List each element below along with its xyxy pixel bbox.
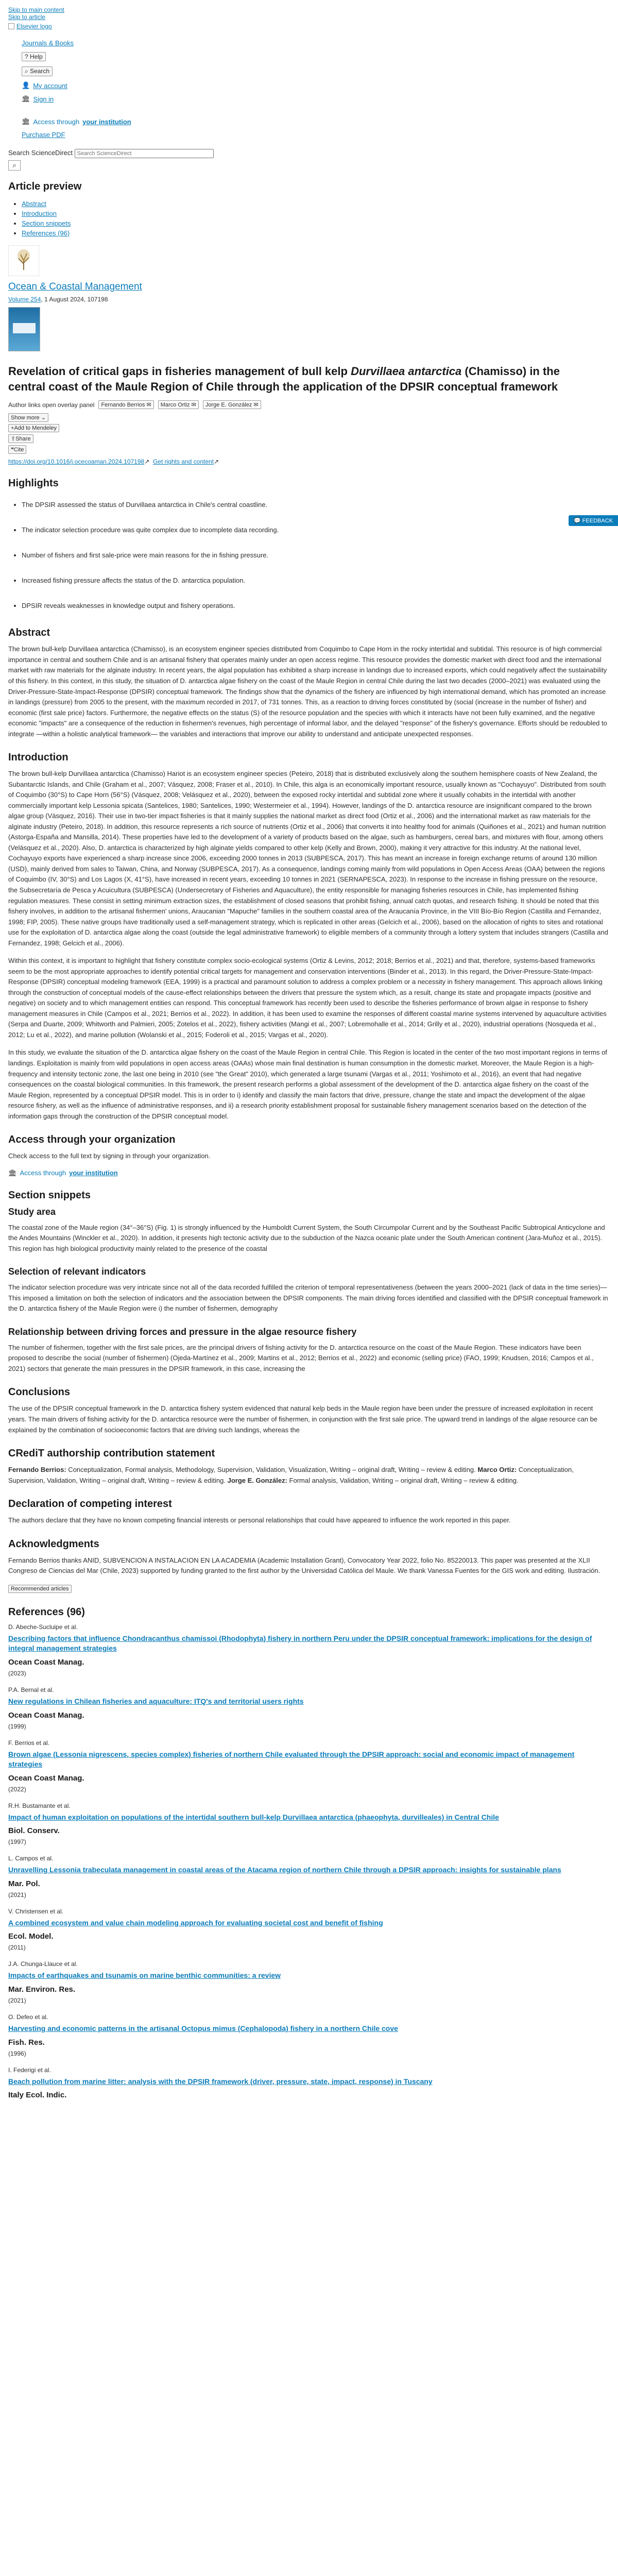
outline-link[interactable]: Abstract [22,200,46,208]
envelope-icon: ✉ [253,402,259,409]
outline-link[interactable]: Introduction [22,210,57,217]
author-name: Fernando Berrios [101,402,145,409]
reference-title-link[interactable]: New regulations in Chilean fisheries and aquaculture: ITQ's and territorial users rights [8,1697,304,1705]
skip-links [8,6,610,21]
abstract-text: The brown bull-kelp Durvillaea antarctica (Chamisso), is an ecosystem engineer species distributed from Coquimbo to Cape Horn in the rocky intertidal and subtidal. This resource is of high commercial importance in central and southern Chile and is an artisanal fishery that operates mainly under an open access regime. This resource provides the domestic market with direct food and the international market with raw materials for the alginate industry. In recent years, the algal population has exhibited a sharp increase in landings due to increased exports, which could negatively affect the sustainability of this fishery. In this context, in this study, the situation of D. antarctica algae fishery on the coast of the Maule Region in central Chile during the last two decades (2000–2021) was evaluated using the Driver-Pressure-State-Impact-Response (DPSIR) conceptual framework. The findings show that the dynamics of the fishery are influenced by high international demand, which has promoted an increase in landings (pressure) from 2005 to the present, with the maximum recorded in 2017, of 731 tonnes. This, as a reaction to driving forces constituted by (social (increase in the number of fisher) and economic (first sale price) factors. Furthermore, the negative effects on the status (S) of the resource population and the species with which it interacts have not been fully examined, and the negative economic "impacts" are a consequence of the reduction in fishermen's revenues, high percentage of informal labor, and the delayed "response" of the fishery's governance. Efforts should be redoubled to integrate —within a holistic analytical framework— the variables and interactions that improve our ability to understand and anticipate unexpected responses. [8,645,607,738]
outline [8,200,610,237]
journal-cover-image[interactable] [8,307,40,351]
snippets-heading: Section snippets [8,1189,91,1201]
search-area-label: Search ScienceDirect [8,149,73,157]
relationship-heading: Relationship between driving forces and pressure in the algae resource fishery [8,1326,357,1337]
recommended-articles-button[interactable]: Recommended articles [8,1585,72,1593]
reference-year: (2021) [8,1997,26,2005]
access-inst-label: your institution [82,117,131,126]
account-icon: 👤 [22,81,30,89]
author-button[interactable] [98,400,153,409]
reference-title-link[interactable]: Impacts of earthquakes and tsunamis on marine benthic communities: a review [8,1971,281,1980]
reference-title-link[interactable]: Unravelling Lessonia trabeculata management in coastal areas of the Atacama region of northern Chile through a DPSIR approach: insights for sustainable plans [8,1866,561,1874]
selection-text: The indicator selection procedure was very intricate since not all of the data recorded fulfilled the criterion of temporal representativeness (between the years 2000–2021 (lack of data in the time series)—This imposed a limitation on both the selection of indicators and the association between the DPSIR components. The main driving forces identified and classified with the DPSIR conceptual framework in the D. antarctica fishery of the Maule Region were i) the number of fishermen, demography [8,1283,608,1313]
relationship-text: The number of fishermen, together with the first sale prices, are the principal drivers of fishing activity for the D. antarctica resource on the coast of the Maule Region. These indicators have been proposed to describe the social (number of fishermen) (Ojeda-Martínez et al., 2009; Martins et al., 2012; Berrios et al., 2022) and economic (selling price) (FAO, 1999; Knudsen, 2016; Campos et al., 2021) sectors that generate the main pressures in the DPSIR framework, in this case, increasing the [8,1343,594,1372]
highlights-list [8,501,610,609]
outline-item[interactable] [22,219,610,227]
study-area-heading: Study area [8,1206,56,1217]
study-area-text: The coastal zone of the Maule region (34°–36°S) (Fig. 1) is strongly influenced by the Humboldt Current System, the South Circumpolar Current and by the Southeast Pacific Subtropical Anticyclone and the Andes Mountains (Winckler et al., 2020). In addition, it presents high tectonic activity due to the subduction of the Nazca oceanic plate under the South American continent (Jara-Muñoz et al., 2015). This region has high biological productivity mainly related to the presence of the coastal [8,1223,605,1252]
highlight-item [22,526,610,534]
reference-item [8,1908,610,1952]
highlight-text: • The DPSIR assessed the status of Durvillaea antarctica in Chile's central coastline. [22,501,268,509]
outline-item[interactable] [22,210,610,217]
reference-journal: Ocean Coast Manag. [8,1710,84,1720]
access-institution-link[interactable] [22,117,610,126]
access-text: Check access to the full text by signing in through your organization. [8,1152,211,1160]
reference-journal: Italy Ecol. Indic. [8,2091,67,2100]
introduction-heading: Introduction [8,752,68,764]
conclusions-heading: Conclusions [8,1386,71,1398]
journal-title[interactable]: Ocean & Coastal Management [8,281,142,292]
help-button[interactable] [22,52,610,61]
skip-to-article-link[interactable]: Skip to article [8,13,46,21]
journals-books-link[interactable] [22,39,610,47]
my-account-link[interactable] [22,81,610,90]
cite-label: Cite [13,447,24,453]
reference-title-link[interactable]: Brown algae (Lessonia nigrescens, species complex) fisheries of northern Chile evaluated through the DPSIR approach: social and economic impact of management strategies [8,1750,575,1769]
elsevier-tree-logo[interactable] [8,245,39,276]
references-list [8,1623,610,2100]
credit-author: Marco Ortiz: [477,1466,517,1474]
reference-year: (1997) [8,1838,26,1846]
reference-title-link[interactable]: Describing factors that influence Chondracanthus chamissoi (Rhodophyta) fishery in northern Peru under the DPSIR conceptual framework: implications for the design of integral management strategies [8,1634,592,1653]
broken-image-icon [8,23,14,29]
access-purchase [8,117,610,139]
highlight-item [22,551,610,559]
institution-icon: 🏛 [22,117,30,125]
reference-title-link[interactable]: Impact of human exploitation on populations of the intertidal southern bull-kelp Durvillaea antarctica (phaeophyta, durvilleales) in Central Chile [8,1812,499,1821]
chat-icon: 💬 [573,518,581,524]
highlights-heading: Highlights [8,478,59,489]
chevron-down-icon: ⌄ [41,415,46,421]
reference-item [8,1686,610,1730]
reference-journal: Ocean Coast Manag. [8,1773,84,1783]
author-name: Jorge E. González [205,402,252,409]
article-title [8,364,595,394]
reference-year: (1996) [8,2049,26,2057]
doi-link[interactable]: https://doi.org/10.1016/j.ocecoaman.2024.107198 [8,458,145,466]
credit-heading: CRediT authorship contribution statement [8,1448,215,1460]
reference-item [8,2013,610,2057]
reference-authors: P.A. Bernal et al. [8,1686,54,1693]
intro-paragraph: Within this context, it is important to highlight that fishery constitute complex socio-ecological systems (Ortiz & Levins, 2012; 2018; Berrios et al., 2021) and that, therefore, systems-based frameworks seem to be the most appropriate approaches to identify potential critical targets for management and conservation interventions (Binder et al., 2013). In this regard, the Driver-Pressure-State-Impact-Response (DPSIR) conceptual modeling framework (EEA, 1999) is a practical and paramount solution to address a complex problem or a necessity in fishery management. This approach allows linking through the construction of conceptual models of the cause-effect relationships between the drivers that pressure the system which, as a result, change its state and propagate impacts (positive and negative) on society and to which management entities can respond. This conceptual framework has recently been used to describe the fisheries performance of brown algae in response to fishery management measures in Chile (Campos et al., 2021; Berrios et al., 2022). In addition, it has been used to examine the responses of different coastal marine systems intervened by aquaculture activities (Serpa and Duarte, 2009; Whitworth and Palmieri, 2005; Zotelos et al., 2022), fishery activities (Mangi et al., 2007; Lobremohalle et al., 2014; Grilly et al., 2020), industrial operations (Nosqueda et al., 2012; Lu et al., 2022), and marine pollution (Wolanski et al., 2015; Foderoli et al., 2015; Vargas et al., 2020). [8,957,607,1039]
search-button[interactable] [22,66,610,76]
access-label: Access through [33,117,80,126]
access-link-label: Access through [20,1169,66,1177]
highlight-text: • Number of fishers and first sale-price were main reasons for the in fishing pressure. [22,551,269,560]
highlight-item [22,602,610,609]
elsevier-logo-label: Elsevier logo [16,23,52,30]
skip-to-main-link[interactable]: Skip to main content [8,6,64,13]
sign-in-label: Sign in [33,95,54,103]
reference-authors: V. Christensen et al. [8,1907,63,1915]
title-part: Revelation of critical gaps in fisheries management of bull kelp [8,365,351,378]
outline-link[interactable]: References (96) [22,229,70,237]
volume-rest: , 1 August 2024, 107198 [41,296,108,303]
search-area [8,149,610,171]
help-icon: ? [25,53,28,60]
feedback-label: FEEDBACK [582,518,613,524]
reference-journal: Mar. Pol. [8,1879,40,1888]
intro-paragraph: The brown bull-kelp Durvillaea antarctica (Chamisso) Hariot is an ecosystem engineer species (Peteiro, 2018) that is distributed exclusively along the southern hemisphere coasts of New Zealand, the Subantarctic Islands, and Chile (Graham et al., 2007; Vásquez, 2008; Fraser et al., 2010). In Chile, this alga is an economically important resource, usually known as "Cochayuyo". Distributed from south of Coquimbo (30°S) to Cape Horn (56°S) (Vásquez, 2008; Velásquez et al., 2020), between the exposed rocky intertidal and subtidal zone where it usually cohabits in the intertidal with another commercially important kelp Lessonia spicata (Santelices, 1980; Santelices, 1990; Westermeier et al., 1994). However, landings of the D. antarctica resource are insignificant compared to the brown algae group (Vásquez, 2016). Their use in two-tier impact fisheries is that it mainly supplies the national market as direct food (Ortiz et al., 2006) and the international market as raw materials for the alginate industry (Peteiro, 2018). In addition, this resource represents a rich source of nutrients (Ortiz et al., 2006) that converts it into healthy food for animals (Quiñones et al., 2021) and human nutrition (Astorga-España and Mansilla, 2014). These properties have led to the development of a variety of products based on the algae, such as hamburgers, cereal bars, and mixtures with flour, among others (Velásquez et al., 2020). Also, D. antarctica is characterized by high alginate yields compared to other kelp (Kelly and Brown, 2000), making it very attractive for this industry. At the national level, Cochayuyo exports have experienced a sharp increase since 2006, exceeding 2000 tonnes in 2013 (SUBPESCA, 2017). This has meant an increase in foreign exchange returns of around 130 million (USD), mainly derived from sales to Taiwan, China, and Norway (SUBPESCA, 2017). As a consequence, landings coming mainly from wild populations in Open Access Areas (OAA) between the regions of Coquimbo (IV, 30°S) and Los Lagos (X, 41°S), have increased in recent years, exceeding 10 tonnes in 2021 (SERNAPESCA, 2023). In response to the increase in fishing pressure on the resource, the Subsecretaría de Pesca y Acuicultura (SUBPESCA) (Undersecretary of Fisheries and Aquaculture), the entity responsible for managing fisheries resources in Chile, has implemented fishing regulation measures. These consist in setting minimum extraction sizes, the establishment of closed seasons that prohibit fishing, annual catch quotas, and research fishing. It should be noted that this fishery involves, in addition to the artisanal fishermen' unions, Araucanian "Mapuche" families in the southern coastal area of the Araucanía Province, in the VIII Bío-Bío Region (Castilla and Fernandez, 1998; FIP, 2005). These native groups have traditionally used a self-management strategy, which is replicated in other areas (Gelcich et al., 2006), based on the allocation of rights to sites and rotational use for the exploitation of D. antarctica algae along the coast (outside the legal administrative framework) to eligible members of a community through a lottery system that includes strangers (Castilla and Fernandez, 1998; Gelcich et al., 2006). [8,770,608,947]
reference-journal: Biol. Conserv. [8,1826,60,1836]
title-part: (Chamisso) in the central coast of the Maule Region of Chile through the application of the DPSIR conceptual framework [8,365,560,393]
reference-item [8,1855,610,1899]
journals-books-label: Journals & Books [22,39,74,47]
reference-item [8,1739,610,1793]
share-icon: ⇪ [11,436,16,443]
credit-roles: Conceptualization, Formal analysis, Methodology, Supervision, Validation, Visualization, Writing – original draft, Writing – review & editing. [66,1466,476,1474]
plus-icon: + [11,425,14,432]
rights-link[interactable]: Get rights and content [152,458,214,466]
help-button-box [22,52,46,61]
highlight-item [22,577,610,584]
search-input[interactable] [75,149,214,158]
conclusions-text: The use of the DPSIR conceptual framework in the D. antarctica fishery system evidenced that natural kelp beds in the Maule region have been under the pressure of increased exploitation in recent years. The main drivers of fishing activity for the D. antarctica resource were the number of fishermen, in conjunction with the first sale price. The upward trend in landings of the algae resource can be explained by the combination of socioeconomic factors that are driving such landings, whereas the [8,1404,598,1434]
references-heading: References (96) [8,1606,85,1618]
abstract-heading: Abstract [8,627,50,639]
reference-authors: D. Abeche-Sucluipe et al. [8,1623,78,1631]
search-icon: ⌕ [12,161,16,169]
reference-item [8,2066,610,2100]
volume-info [8,296,610,303]
outline-item[interactable] [22,200,610,208]
cite-button[interactable] [8,445,26,454]
reference-title-link[interactable]: A combined ecosystem and value chain modeling approach for evaluating societal cost and benefit of fishing [8,1918,383,1927]
author-name: Marco Ortiz [160,402,190,409]
reference-authors: O. Defeo et al. [8,2013,48,2021]
author-button[interactable] [158,400,199,409]
search-button-box [22,66,53,76]
highlight-text: • DPSIR reveals weaknesses in knowledge output and fishery operations. [22,602,235,610]
reference-authors: I. Federigi et al. [8,2066,51,2074]
purchase-pdf-link[interactable] [22,131,610,139]
author-intro: Author links open overlay panel [8,401,95,409]
reference-authors: F. Berrios et al. [8,1739,50,1747]
reference-year: (1999) [8,1722,26,1730]
show-more-label: Show more [11,415,40,421]
reference-title-link[interactable]: Beach pollution from marine litter: analysis with the DPSIR framework (driver, pressure, state, impact, response) in Tuscany [8,2077,433,2086]
article-preview-heading: Article preview [8,181,82,192]
add-mendeley-label: Add to Mendeley [14,425,57,432]
envelope-icon: ✉ [191,402,196,409]
external-link-icon: ↗ [144,458,150,466]
access-institution-link[interactable] [8,1169,610,1177]
reference-journal: Ecol. Model. [8,1932,54,1941]
reference-year: (2022) [8,1785,26,1793]
reference-item [8,1960,610,2004]
highlight-text: • The indicator selection procedure was quite complex due to incomplete data recording. [22,526,279,534]
highlight-item [22,501,610,509]
credit-author: Jorge E. González: [227,1476,287,1484]
reference-item [8,1802,610,1846]
help-label: Help [30,53,43,60]
outline-link[interactable]: Section snippets [22,219,71,227]
reference-authors: L. Campos et al. [8,1855,54,1862]
reference-item [8,1623,610,1677]
author-list [8,400,610,409]
sign-in-link[interactable] [22,95,610,103]
competing-text: The authors declare that they have no known competing financial interests or personal relationships that could have appeared to influence the work reported in this paper. [8,1516,511,1524]
credit-text [8,1465,608,1486]
reference-year: (2011) [8,1944,26,1952]
external-link-icon: ↗ [214,458,219,466]
reference-journal: Mar. Environ. Res. [8,1985,76,1994]
access-link-inst: your institution [69,1169,118,1177]
intro-paragraph: In this study, we evaluate the situation of the D. antarctica algae fishery on the coast of the Maule Region in central Chile. This Region is located in the center of the two most important regions in terms of landings. Exploitation is mainly from wild populations in open access areas (OAAs) whose main final destination is human consumption in the domestic market. Moreover, the Maule Region is a high-frequency and intensity tectonic zone, the last one being in 2010 (see "the Great" 2010), which generated a large tsunami (Vargas et al., 2011; Yoshimoto et al., 2016), an event that had negative consequences on the coastal biological communities. In this framework, the present research performs a global assessment of the development of the D. antarctica algae fishery on the coast of the Maule Region, represented by a conceptual DPSIR model. This is in order to i) identify and classify the main factors that drive, pressure, change the state and impact the development of the algae resource fishery, as well as the influence of administrative responses, and ii) a research priority establishment proposal for sustainable fishery management scenarios based on the detection of the information gaps through the construction of the DPSIR conceptual model. [8,1048,607,1120]
acknowledgments-heading: Acknowledgments [8,1538,99,1550]
institution-icon: 🏛 [8,1168,17,1177]
reference-authors: R.H. Bustamante et al. [8,1802,71,1809]
competing-heading: Declaration of competing interest [8,1498,172,1510]
reference-year: (2021) [8,1891,26,1899]
search-submit-button[interactable] [8,160,21,171]
reference-authors: J.A. Chunga-Llauce et al. [8,1960,78,1968]
search-label: Search [30,67,50,75]
add-to-mendeley-button[interactable] [8,424,59,432]
quote-icon: ❝ [11,447,14,453]
share-label: Share [15,436,31,443]
feedback-button[interactable] [569,515,618,526]
elsevier-logo[interactable] [8,23,610,30]
volume-link[interactable]: Volume 254 [8,296,41,303]
title-species: Durvillaea antarctica [351,365,462,378]
top-nav [8,39,610,103]
reference-journal: Ocean Coast Manag. [8,1657,84,1667]
highlight-text: • Increased fishing pressure affects the status of the D. antarctica population. [22,577,246,585]
credit-roles: Conceptualization, Supervision, Validation, Writing – original draft, Writing – review & editing. [8,1466,574,1484]
credit-roles: Formal analysis, Validation, Writing – original draft, Writing – review & editing. [287,1476,519,1484]
reference-title-link[interactable]: Harvesting and economic patterns in the artisanal Octopus mimus (Cephalopoda) fishery in a northern Chile cove [8,2024,398,2033]
search-icon: ⌕ [25,67,28,75]
acknowledgments-text: Fernando Berrios thanks ANID, SUBVENCION A INSTALACION EN LA ACADEMIA (Academic Installation Grant), Convocatory Year 2022, folio No. 85220013. This paper was presented at the XLII Congreso de Ciencias del Mar (Chile, 2023) supported by funding granted to the first author by the Universidad Católica del Maule. We thank Vanessa Fuentes for the GIS work and editing. Ilustración. [8,1556,600,1575]
show-more-button[interactable] [8,413,48,422]
envelope-icon: ✉ [146,402,151,409]
doi-row [8,458,610,465]
access-heading: Access through your organization [8,1134,176,1146]
my-account-label: My account [33,81,67,90]
share-button[interactable] [8,434,33,443]
credit-author: Fernando Berrios: [8,1466,66,1474]
outline-item[interactable] [22,229,610,237]
institution-icon: 🏛 [22,95,30,103]
author-button[interactable] [203,400,261,409]
reference-year: (2023) [8,1669,26,1677]
selection-heading: Selection of relevant indicators [8,1266,146,1277]
reference-journal: Fish. Res. [8,2038,45,2047]
purchase-pdf-label: Purchase PDF [22,131,65,139]
